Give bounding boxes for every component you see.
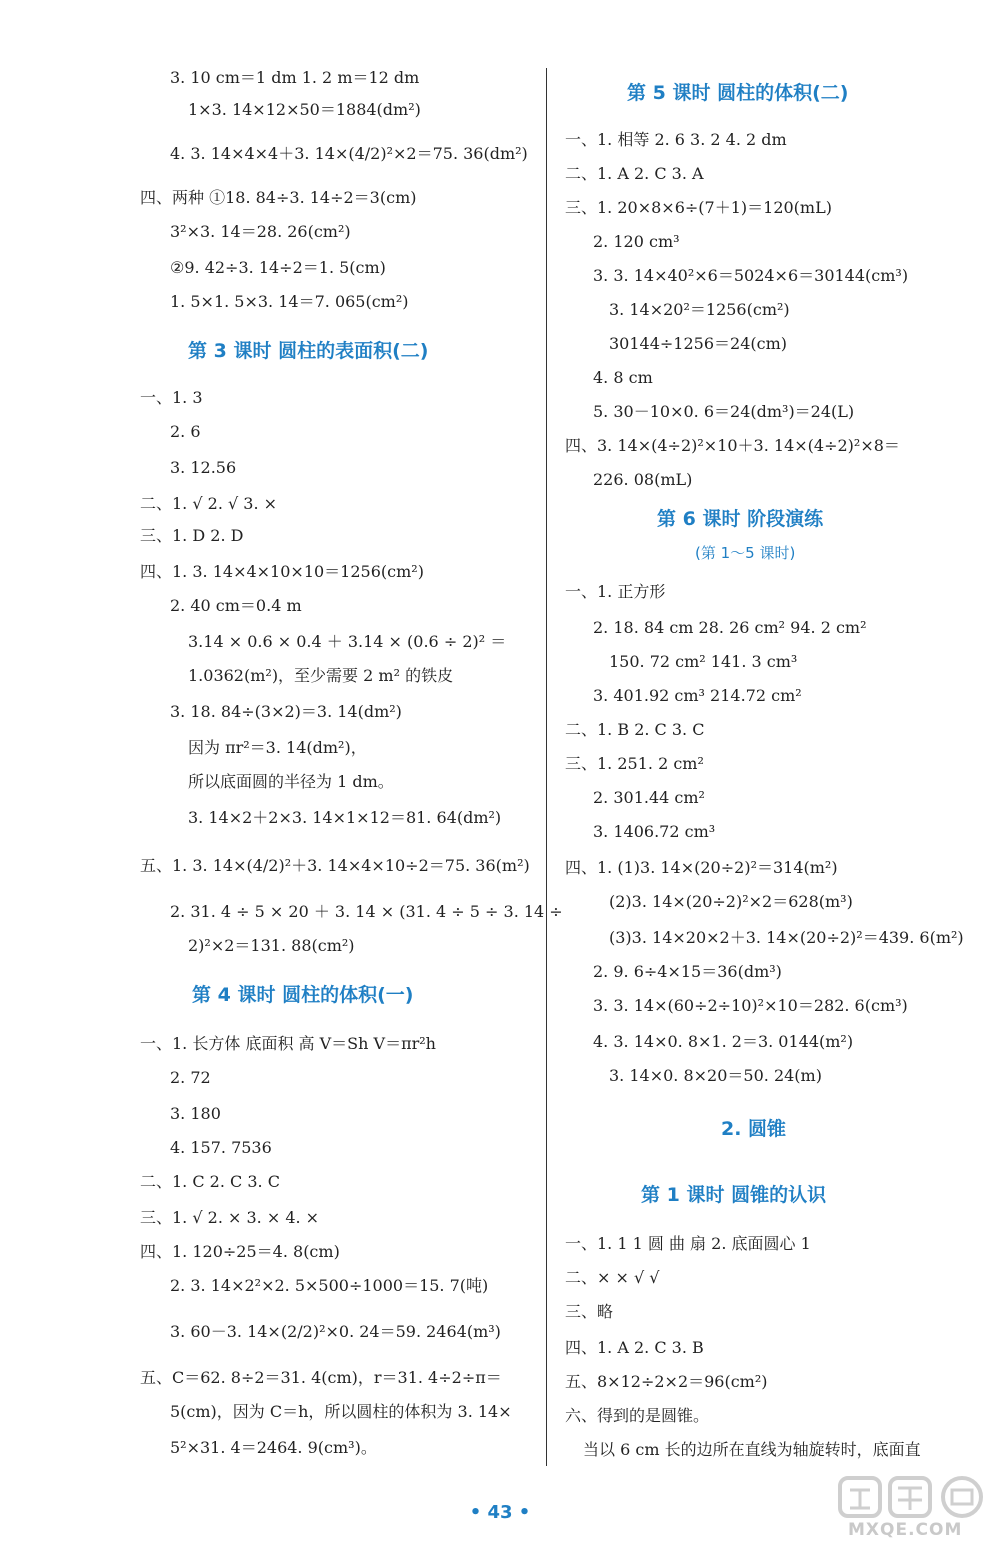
answer-line: 4. 157. 7536 xyxy=(170,1138,272,1157)
answer-line: 二、1. C 2. C 3. C xyxy=(140,1172,280,1191)
answer-line: 一、1. 正方形 xyxy=(565,582,666,601)
section-heading: 第 3 课时 圆柱的表面积(二) xyxy=(188,340,429,362)
answer-line: 150. 72 cm² 141. 3 cm³ xyxy=(609,652,798,671)
answer-line: 3. 14×0. 8×20＝50. 24(m) xyxy=(609,1066,822,1085)
answer-line: 2. 6 xyxy=(170,422,201,441)
answer-line: 2. 18. 84 cm 28. 26 cm² 94. 2 cm² xyxy=(593,618,867,637)
answer-line: 一、1. 长方体 底面积 高 V＝Sh V＝πr²h xyxy=(140,1034,436,1053)
answer-line: 5(cm)，因为 C＝h，所以圆柱的体积为 3. 14× xyxy=(170,1402,512,1421)
answer-line: 1. 5×1. 5×3. 14＝7. 065(cm²) xyxy=(170,292,409,311)
answer-line: 五、C＝62. 8÷2＝31. 4(cm)，r＝31. 4÷2÷π＝ xyxy=(140,1368,502,1387)
answer-line: 3. 3. 14×40²×6＝5024×6＝30144(cm³) xyxy=(593,266,909,285)
answer-line: ②9. 42÷3. 14÷2＝1. 5(cm) xyxy=(170,258,386,277)
answer-line: 四、两种 ①18. 84÷3. 14÷2＝3(cm) xyxy=(140,188,417,207)
answer-line: 1.0362(m²)，至少需要 2 m² 的铁皮 xyxy=(188,666,454,685)
answer-line: 四、1. A 2. C 3. B xyxy=(565,1338,704,1357)
answer-line: (3)3. 14×20×2＋3. 14×(20÷2)²＝439. 6(m²) xyxy=(609,928,964,947)
chapter-heading: 2. 圆锥 xyxy=(721,1118,787,1140)
answer-line: 一、1. 相等 2. 6 3. 2 4. 2 dm xyxy=(565,130,787,149)
answer-line: 2. 72 xyxy=(170,1068,211,1087)
section-heading: 第 1 课时 圆锥的认识 xyxy=(641,1184,827,1206)
answer-line: 一、1. 3 xyxy=(140,388,203,407)
answer-line: 三、1. √ 2. × 3. × 4. × xyxy=(140,1208,320,1227)
answer-line: 3. 14×20²＝1256(cm²) xyxy=(609,300,790,319)
answer-line: 二、1. A 2. C 3. A xyxy=(565,164,704,183)
answer-line: 4. 8 cm xyxy=(593,368,653,387)
answer-line: 2. 120 cm³ xyxy=(593,232,680,251)
answer-line: 因为 πr²＝3. 14(dm²)， xyxy=(188,738,367,757)
answer-line: 四、1. 3. 14×4×10×10＝1256(cm²) xyxy=(140,562,424,581)
answer-line: 1×3. 14×12×50＝1884(dm²) xyxy=(188,100,421,119)
answer-line: 五、8×12÷2×2＝96(cm²) xyxy=(565,1372,768,1391)
section-subheading: (第 1～5 课时) xyxy=(695,544,796,562)
answer-line: 3. 60－3. 14×(2/2)²×0. 24＝59. 2464(m³) xyxy=(170,1322,501,1341)
page-number: • 43 • xyxy=(469,1502,531,1523)
answer-line: 3. 18. 84÷(3×2)＝3. 14(dm²) xyxy=(170,702,402,721)
answer-line: 当以 6 cm 长的边所在直线为轴旋转时，底面直 xyxy=(583,1440,921,1459)
answer-line: 4. 3. 14×4×4＋3. 14×(4/2)²×2＝75. 36(dm²) xyxy=(170,144,528,163)
answer-line: 3²×3. 14＝28. 26(cm²) xyxy=(170,222,351,241)
answer-line: 3. 14×2＋2×3. 14×1×12＝81. 64(dm²) xyxy=(188,808,502,827)
answer-line: 四、3. 14×(4÷2)²×10＋3. 14×(4÷2)²×8＝ xyxy=(565,436,900,455)
answer-line: 所以底面圆的半径为 1 dm。 xyxy=(188,772,394,791)
answer-line: (2)3. 14×(20÷2)²×2＝628(m³) xyxy=(609,892,853,911)
answer-line: 三、1. 251. 2 cm² xyxy=(565,754,704,773)
answer-line: 3. 401.92 cm³ 214.72 cm² xyxy=(593,686,802,705)
answer-line: 226. 08(mL) xyxy=(593,470,693,489)
section-heading: 第 6 课时 阶段演练 xyxy=(657,508,824,530)
answer-line: 三、1. D 2. D xyxy=(140,526,244,545)
answer-line: 5. 30－10×0. 6＝24(dm³)＝24(L) xyxy=(593,402,855,421)
answer-line: 3. 12.56 xyxy=(170,458,237,477)
answer-line: 二、1. √ 2. √ 3. × xyxy=(140,494,278,513)
answer-line: 3. 180 xyxy=(170,1104,221,1123)
answer-line: 3. 10 cm＝1 dm 1. 2 m＝12 dm xyxy=(170,68,420,87)
column-divider xyxy=(546,68,547,1466)
answer-line: 2. 40 cm＝0.4 m xyxy=(170,596,302,615)
answer-line: 2)²×2＝131. 88(cm²) xyxy=(188,936,355,955)
answer-line: 2. 31. 4 ÷ 5 × 20 ＋ 3. 14 × (31. 4 ÷ 5 ÷ 3. 14 ÷ xyxy=(170,902,563,921)
answer-line: 六、得到的是圆锥。 xyxy=(565,1406,710,1425)
answer-line: 二、1. B 2. C 3. C xyxy=(565,720,705,739)
answer-line: 2. 301.44 cm² xyxy=(593,788,705,807)
answer-line: 二、× × √ √ xyxy=(565,1268,660,1287)
answer-line: 三、略 xyxy=(565,1302,614,1321)
answer-line: 五、1. 3. 14×(4/2)²＋3. 14×4×10÷2＝75. 36(m²) xyxy=(140,856,530,875)
answer-line: 四、1. 120÷25＝4. 8(cm) xyxy=(140,1242,340,1261)
answer-line: 5²×31. 4＝2464. 9(cm³)。 xyxy=(170,1438,377,1457)
answer-line: 三、1. 20×8×6÷(7＋1)＝120(mL) xyxy=(565,198,832,217)
watermark-url: MXQE.COM xyxy=(848,1520,963,1540)
answer-line: 3.14 × 0.6 × 0.4 ＋ 3.14 × (0.6 ÷ 2)² ＝ xyxy=(188,632,507,651)
answer-line: 3. 3. 14×(60÷2÷10)²×10＝282. 6(cm³) xyxy=(593,996,908,1015)
answer-line: 2. 3. 14×2²×2. 5×500÷1000＝15. 7(吨) xyxy=(170,1276,489,1295)
answer-line: 一、1. 1 1 圆 曲 扇 2. 底面圆心 1 xyxy=(565,1234,811,1253)
answer-line: 3. 1406.72 cm³ xyxy=(593,822,716,841)
answer-line: 4. 3. 14×0. 8×1. 2＝3. 0144(m²) xyxy=(593,1032,854,1051)
section-heading: 第 5 课时 圆柱的体积(二) xyxy=(627,82,849,104)
watermark-logo-icon xyxy=(838,1474,986,1520)
answer-line: 30144÷1256＝24(cm) xyxy=(609,334,788,353)
answer-line: 四、1. (1)3. 14×(20÷2)²＝314(m²) xyxy=(565,858,838,877)
answer-line: 2. 9. 6÷4×15＝36(dm³) xyxy=(593,962,782,981)
section-heading: 第 4 课时 圆柱的体积(一) xyxy=(192,984,414,1006)
